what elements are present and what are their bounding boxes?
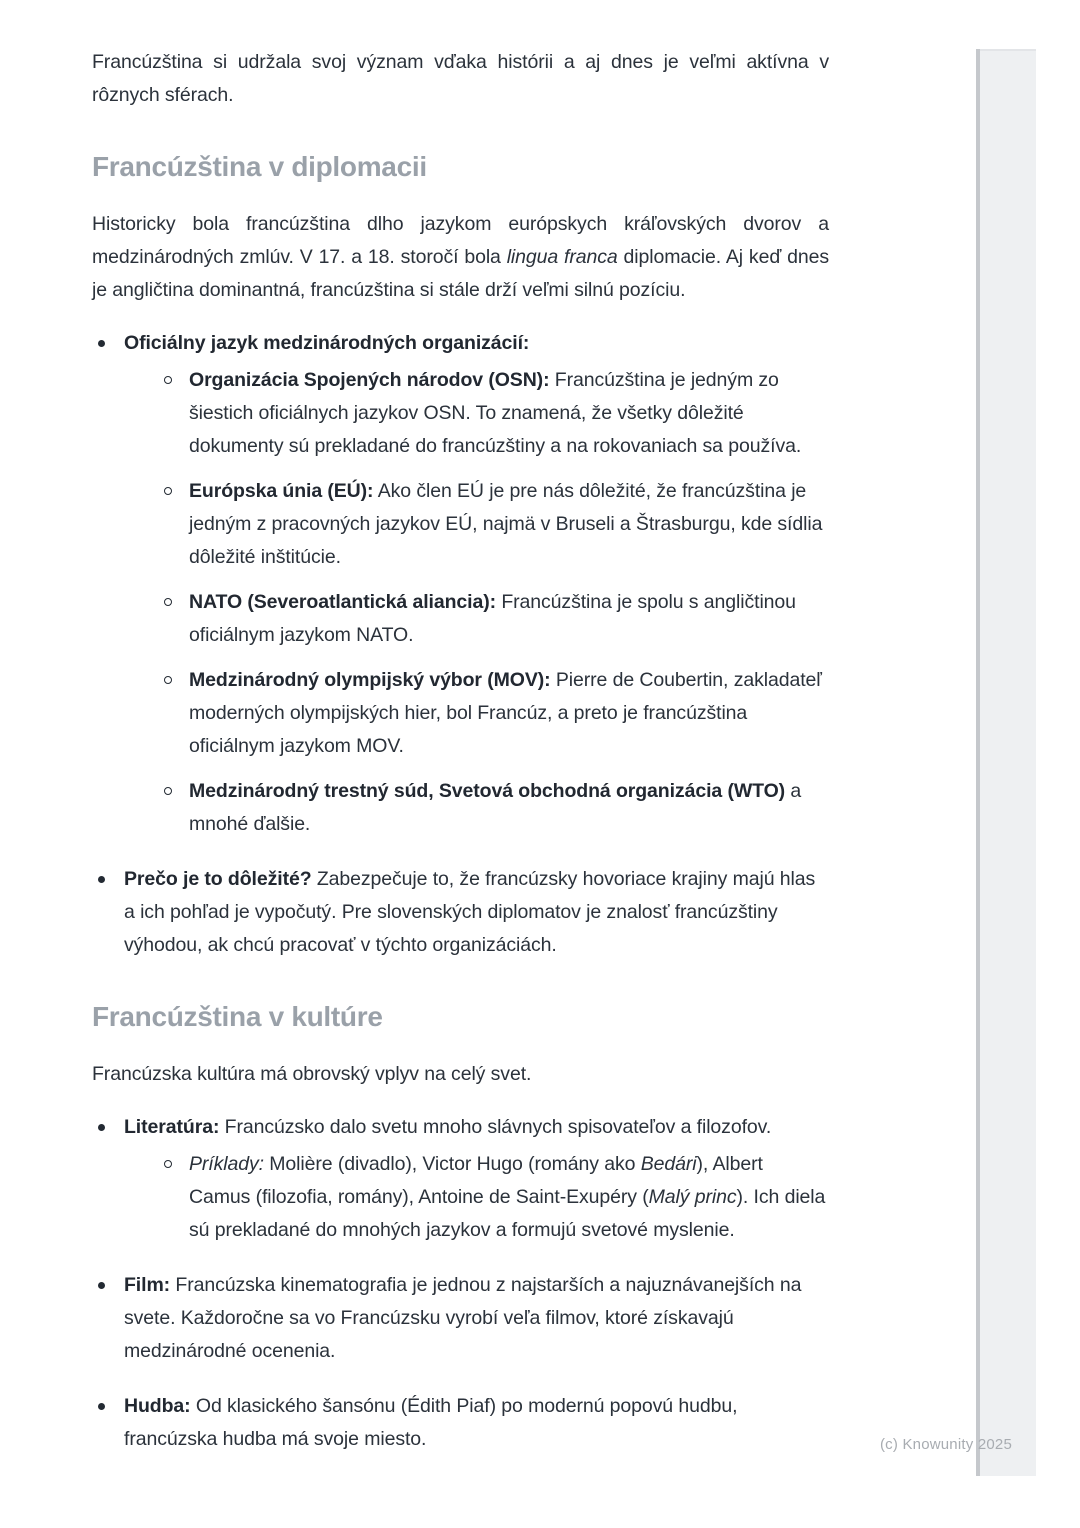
organizations-sublist	[156, 364, 829, 841]
item-lead: Film:	[124, 1274, 171, 1296]
list-item-nato	[156, 586, 829, 652]
list-item-mov	[156, 664, 829, 763]
intro-paragraph: Francúzština si udržala svoj význam vďaka histórii a aj dnes je veľmi aktívna v rôznych sférach.	[92, 51, 829, 106]
item-lead: Literatúra:	[124, 1116, 220, 1138]
list-item-film	[92, 1269, 829, 1368]
item-lead: Medzinárodný trestný súd, Svetová obchodná organizácia (WTO)	[189, 780, 786, 802]
circle-icon	[164, 1160, 172, 1168]
item-lead: NATO (Severoatlantická aliancia):	[189, 591, 497, 613]
item-text: a mnohé ďalšie.	[189, 780, 802, 835]
item-text: Zabezpečuje to, že francúzsky hovoriace krajiny majú hlas a ich pohľad je vypočutý. Pre slovenských diplomatov je znalosť francúzštiny výhodou, ak chcú pracovať v týchto organizáciách.	[124, 868, 816, 956]
circle-icon	[164, 676, 172, 684]
bullet-icon	[98, 1282, 105, 1289]
item-lead-italic: Príklady:	[189, 1153, 264, 1175]
item-text: Pierre de Coubertin, zakladateľ moderných olympijských hier, bol Francúz, a preto je francúzština oficiálnym jazykom MOV.	[189, 669, 822, 757]
item-text: ). Ich diela sú prekladané do mnohých jazykov a formujú svetové myslenie.	[189, 1186, 826, 1241]
item-text: Francúzsko dalo svetu mnoho slávnych spisovateľov a filozofov.	[219, 1116, 772, 1138]
list-item-label: Oficiálny jazyk medzinárodných organizácií:	[124, 332, 530, 354]
list-item-literature	[92, 1111, 829, 1247]
paragraph-text: diplomacie. Aj keď dnes je angličtina dominantná, francúzština si stále drží veľmi silnú pozíciu.	[92, 246, 829, 301]
paragraph-text: Historicky bola francúzština dlho jazykom európskych kráľovských dvorov a medzinárodných zmlúv. V 17. a 18. storočí bola	[92, 213, 829, 268]
item-text: Ako člen EÚ je pre nás dôležité, že francúzština je jedným z pracovných jazykov EÚ, najmä v Bruseli a Štrasburgu, kde sídlia dôležité inštitúcie.	[189, 480, 823, 568]
bullet-icon	[98, 340, 105, 347]
copyright-footer: (c) Knowunity 2025	[879, 1436, 1012, 1453]
list-item-examples	[156, 1148, 829, 1247]
list-item-eu	[156, 475, 829, 574]
list-item-wto	[156, 775, 829, 841]
circle-icon	[164, 787, 172, 795]
circle-icon	[164, 376, 172, 384]
literature-examples-sublist	[156, 1148, 829, 1247]
item-lead: Organizácia Spojených národov (OSN):	[189, 369, 550, 391]
diplomacy-list	[92, 327, 829, 962]
item-text: Molière (divadlo), Victor Hugo (romány ako	[263, 1153, 641, 1175]
document-content	[92, 46, 829, 1456]
circle-icon	[164, 487, 172, 495]
culture-list	[92, 1111, 829, 1456]
item-text: Francúzština je spolu s angličtinou oficiálnym jazykom NATO.	[189, 591, 796, 646]
italic-title: Bedári	[640, 1153, 697, 1175]
next-page-edge	[976, 49, 1036, 1476]
bullet-icon	[98, 1403, 105, 1410]
item-text: Francúzština je jedným zo šiestich oficiálnych jazykov OSN. To znamená, že všetky dôležité dokumenty sú prekladané do francúzštiny a na rokovaniach sa používa.	[189, 369, 802, 457]
list-item-osn	[156, 364, 829, 463]
item-text: Od klasického šansónu (Édith Piaf) po modernú popovú hudbu, francúzska hudba má svoje miesto.	[124, 1395, 738, 1450]
bullet-icon	[98, 1124, 105, 1131]
list-item-why-important	[92, 863, 829, 962]
item-text: Francúzska kinematografia je jednou z najstarších a najuznávanejších na svete. Každoročne sa vo Francúzsku vyrobí veľa filmov, ktoré získavajú medzinárodné ocenenia.	[124, 1274, 802, 1362]
section-heading-diplomacy: Francúzština v diplomacii	[92, 151, 427, 182]
item-lead: Medzinárodný olympijský výbor (MOV):	[189, 669, 551, 691]
item-lead: Hudba:	[124, 1395, 191, 1417]
item-text: ), Albert Camus (filozofia, romány), Antoine de Saint-Exupéry (	[189, 1153, 763, 1208]
italic-title: Malý princ	[648, 1186, 737, 1208]
list-item-music	[92, 1390, 829, 1456]
item-lead: Prečo je to dôležité?	[124, 868, 312, 890]
bullet-icon	[98, 876, 105, 883]
circle-icon	[164, 598, 172, 606]
diplomacy-paragraph	[92, 208, 829, 307]
item-lead: Európska únia (EÚ):	[189, 480, 374, 502]
list-item-official-language	[92, 327, 829, 841]
culture-paragraph: Francúzska kultúra má obrovský vplyv na celý svet.	[92, 1063, 532, 1085]
section-heading-culture: Francúzština v kultúre	[92, 1001, 383, 1032]
italic-phrase: lingua franca	[506, 246, 618, 268]
